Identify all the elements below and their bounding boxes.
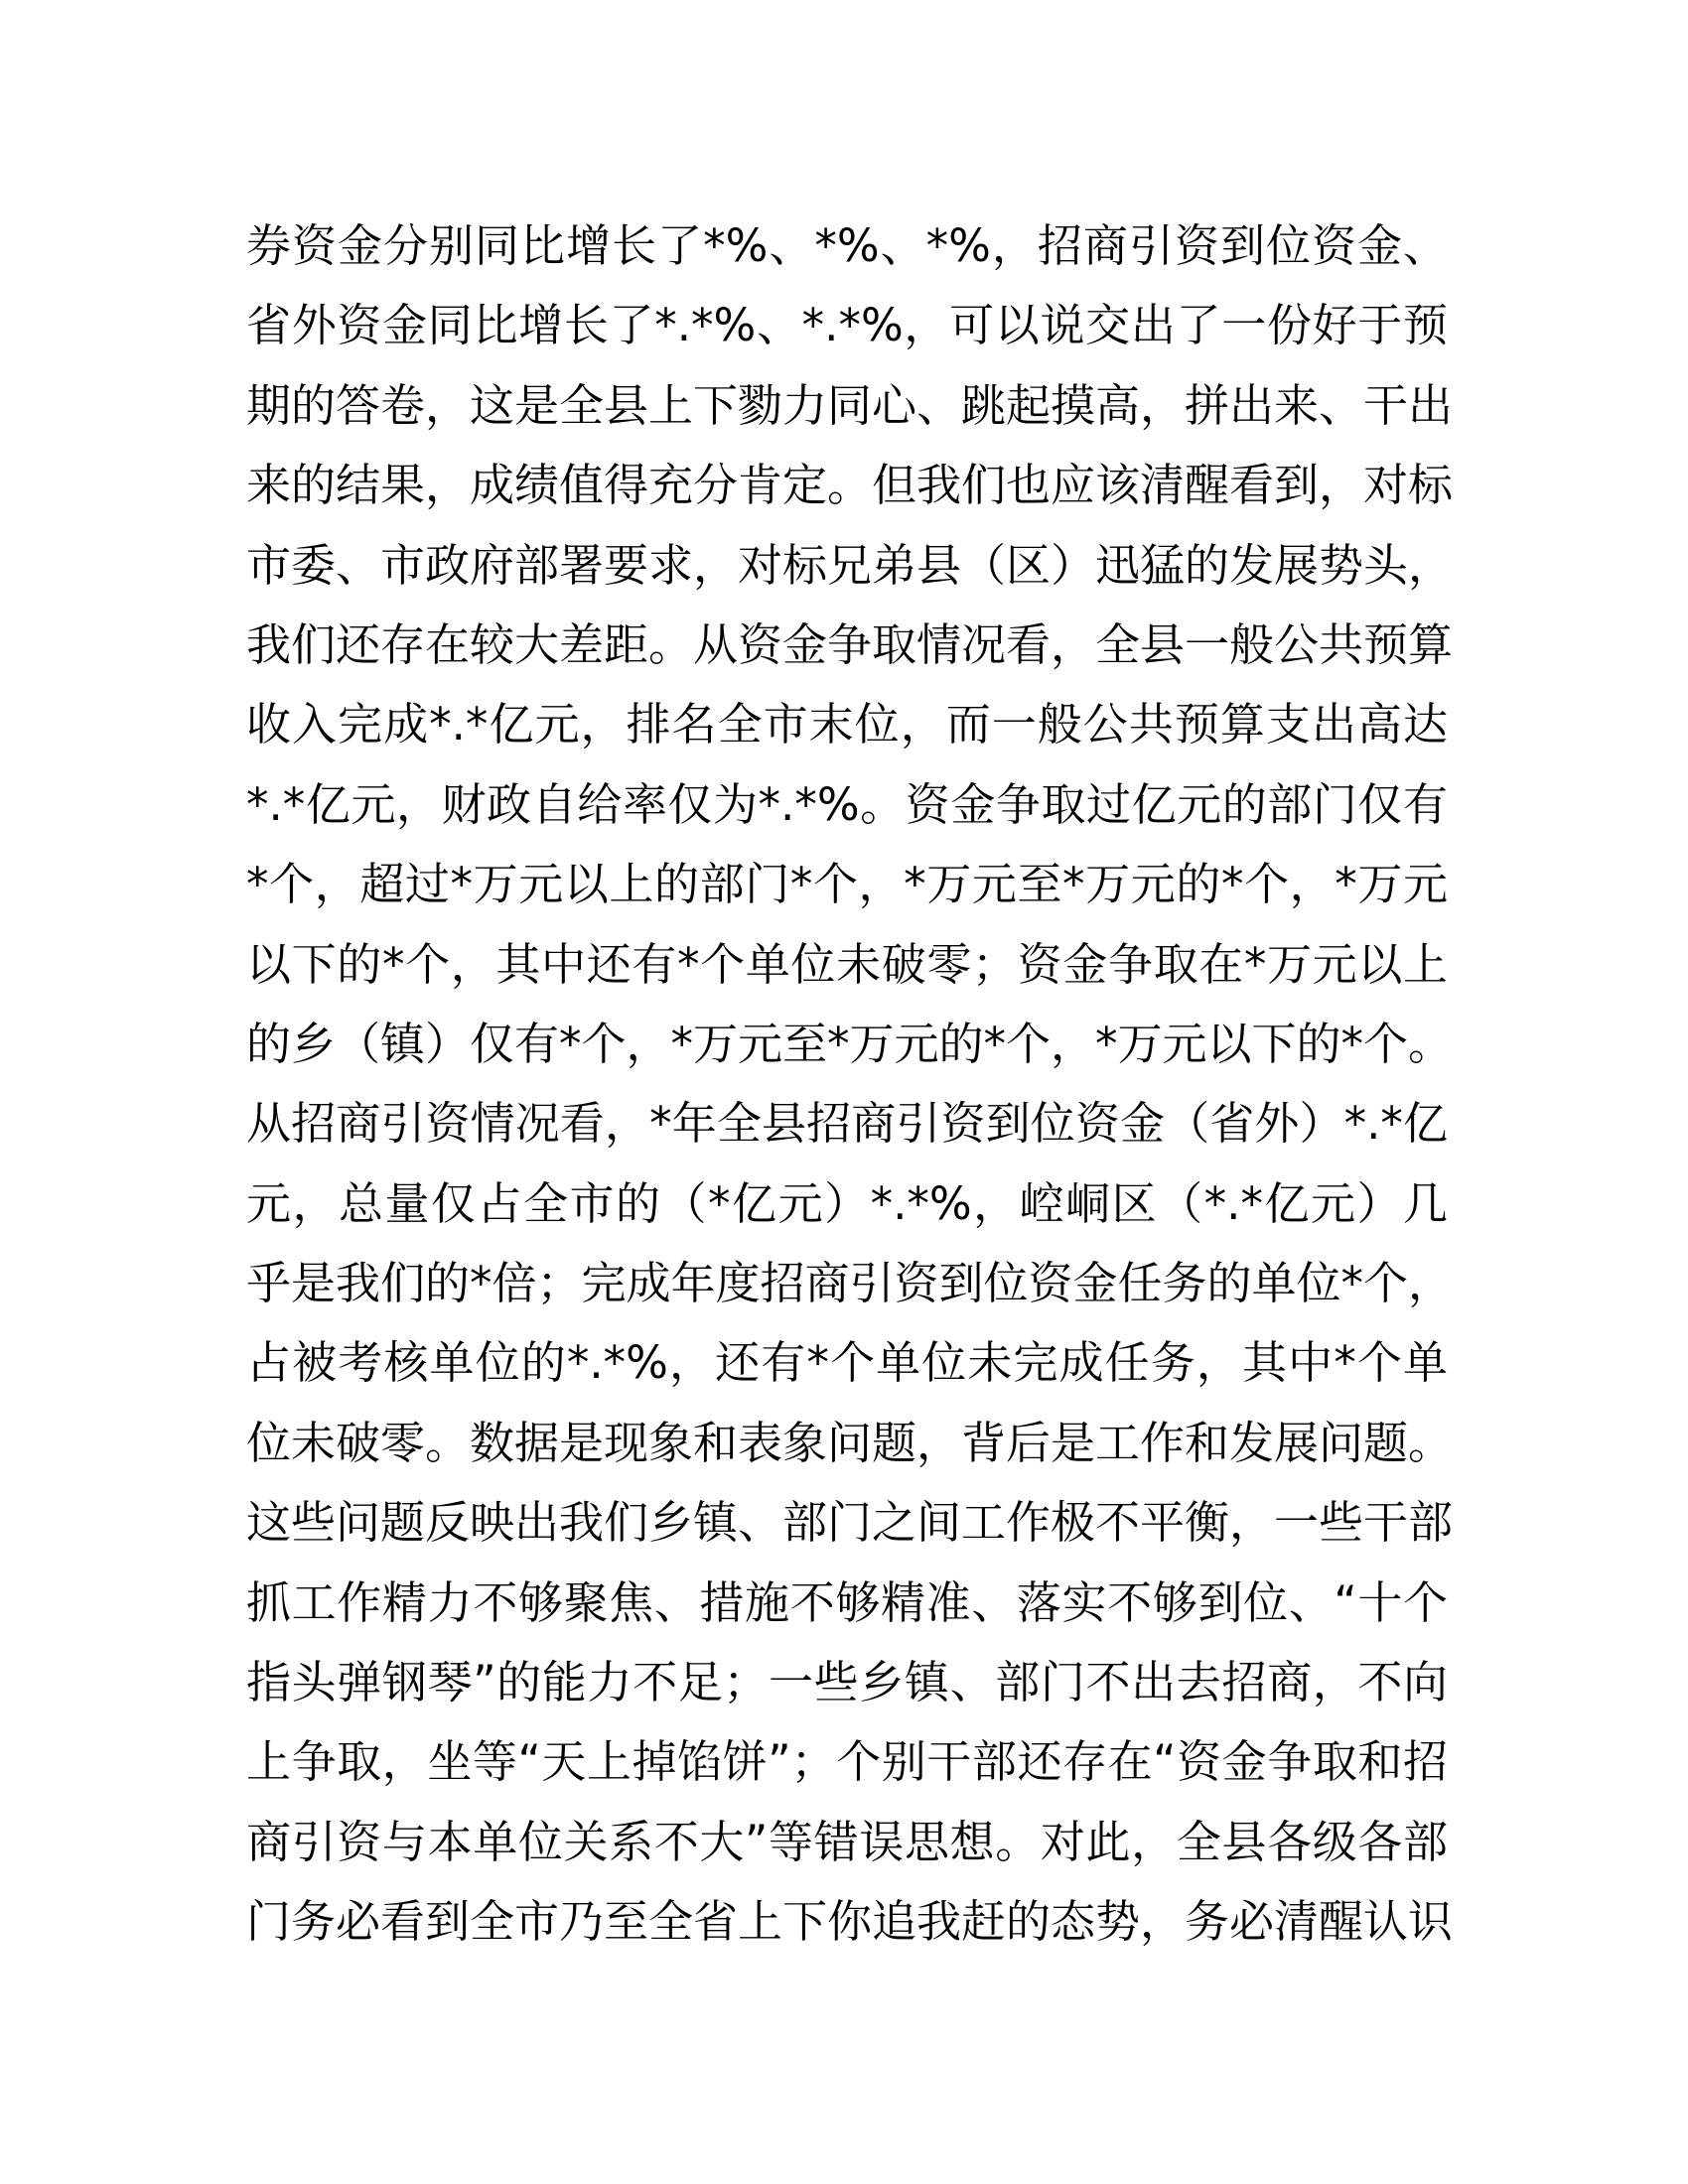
text-line: 占被考核单位的*.*%，还有*个单位未完成任务，其中*个单 <box>246 1336 1448 1390</box>
text-line: 收入完成*.*亿元，排名全市末位，而一般公共预算支出高达 <box>246 698 1448 751</box>
text-line: 市委、市政府部署要求，对标兄弟县（区）迅猛的发展势头， <box>246 538 1454 592</box>
text-line: 乎是我们的*倍；完成年度招商引资到位资金任务的单位*个， <box>246 1257 1454 1310</box>
text-line: 指头弹钢琴”的能力不足；一些乡镇、部门不出去招商，不向 <box>246 1656 1448 1709</box>
text-line: 期的答卷，这是全县上下勠力同心、跳起摸高，拼出来、干出 <box>246 378 1454 432</box>
text-line: 门务必看到全市乃至全省上下你追我赶的态势，务必清醒认识 <box>246 1895 1454 1949</box>
text-line: 上争取，坐等“天上掉馅饼”；个别干部还存在“资金争取和招 <box>246 1735 1448 1789</box>
text-line: 省外资金同比增长了*.*%、*.*%，可以说交出了一份好于预 <box>246 299 1448 352</box>
text-line: 商引资与本单位关系不大”等错误思想。对此，全县各级各部 <box>246 1815 1448 1868</box>
text-line: *个，超过*万元以上的部门*个，*万元至*万元的*个，*万元 <box>246 858 1448 911</box>
text-line: 以下的*个，其中还有*个单位未破零；资金争取在*万元以上 <box>246 937 1448 991</box>
text-line: 抓工作精力不够聚焦、措施不够精准、落实不够到位、“十个 <box>246 1575 1448 1629</box>
text-line: 来的结果，成绩值得充分肯定。但我们也应该清醒看到，对标 <box>246 459 1454 512</box>
text-line: 元，总量仅占全市的（*亿元）*.*%，崆峒区（*.*亿元）几 <box>246 1176 1448 1230</box>
text-line: 这些问题反映出我们乡镇、部门之间工作极不平衡，一些干部 <box>246 1496 1454 1550</box>
text-line: 的乡（镇）仅有*个，*万元至*万元的*个，*万元以下的*个。 <box>246 1017 1454 1070</box>
text-line: 我们还存在较大差距。从资金争取情况看，全县一般公共预算 <box>246 617 1454 671</box>
text-line: 从招商引资情况看，*年全县招商引资到位资金（省外）*.*亿 <box>246 1097 1448 1151</box>
body-paragraph <box>246 206 1454 1963</box>
text-line: 位未破零。数据是现象和表象问题，背后是工作和发展问题。 <box>246 1416 1454 1469</box>
text-line: *.*亿元，财政自给率仅为*.*%。资金争取过亿元的部门仅有 <box>246 777 1448 831</box>
text-line: 券资金分别同比增长了*%、*%、*%，招商引资到位资金、 <box>246 219 1448 272</box>
